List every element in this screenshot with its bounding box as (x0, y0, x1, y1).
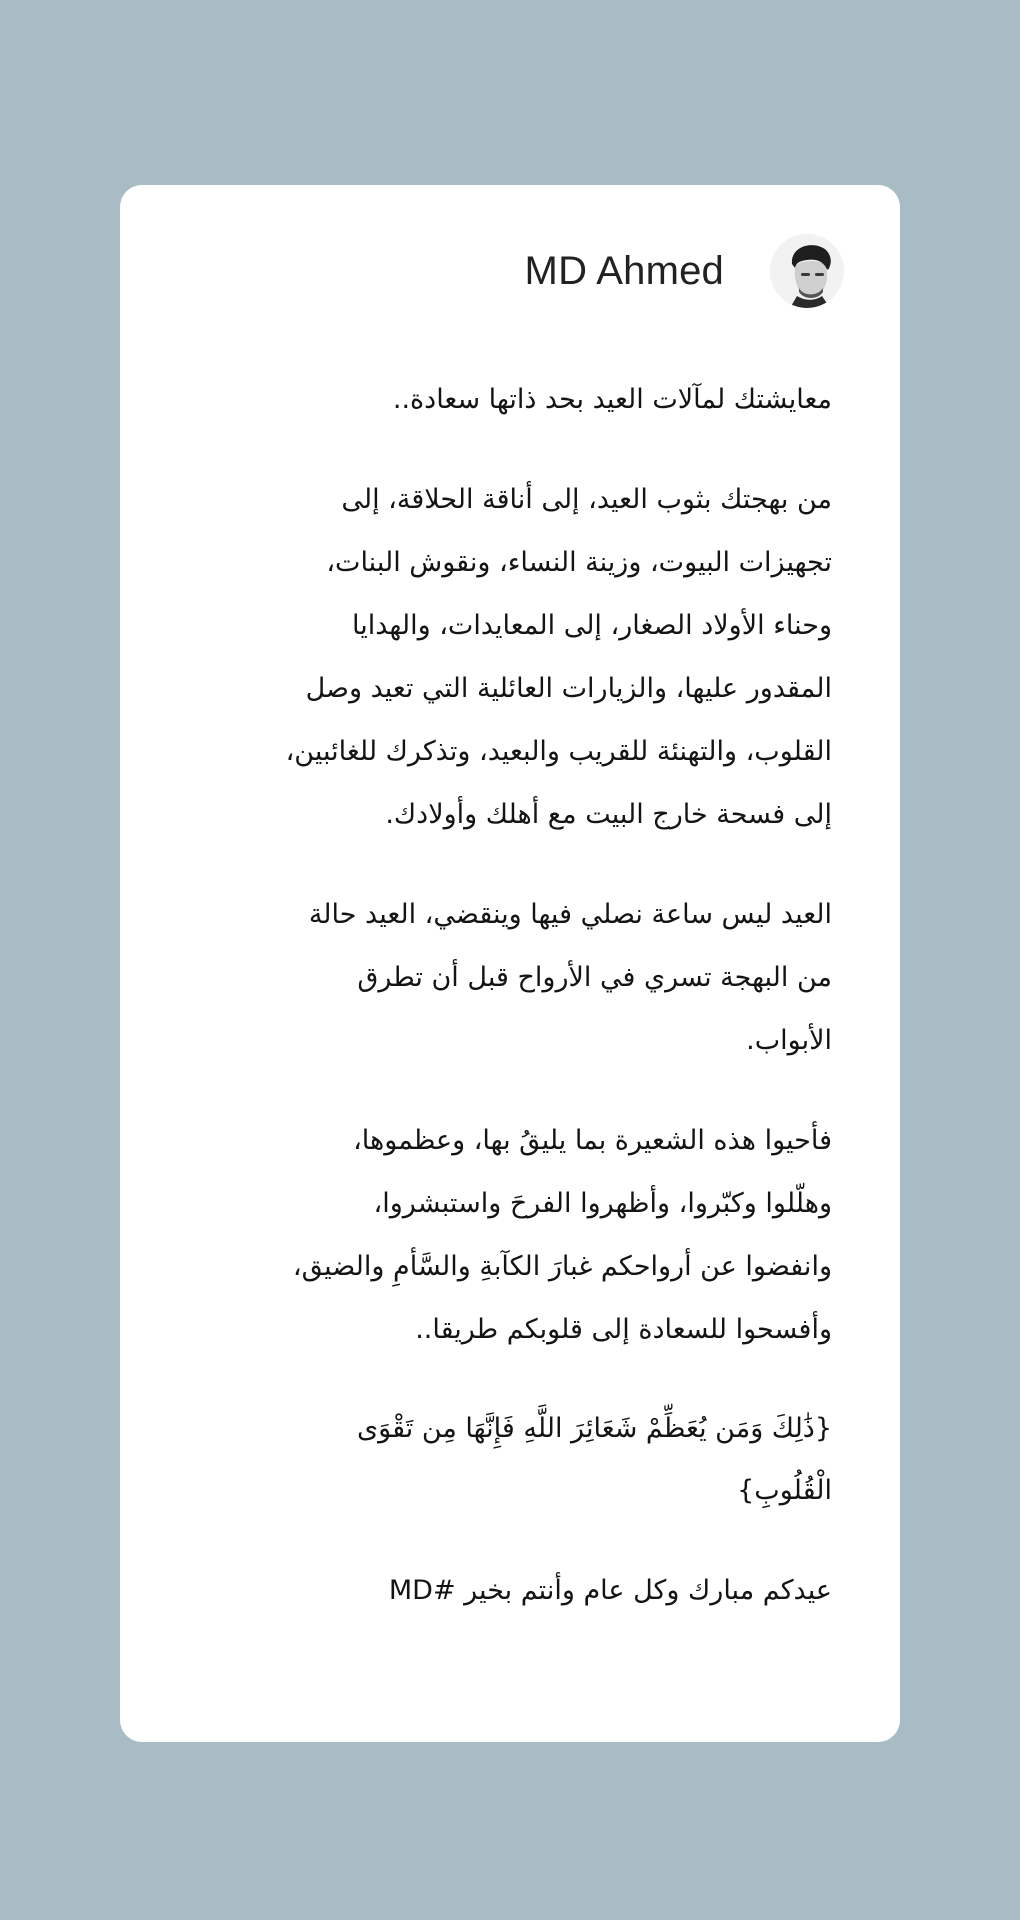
post-paragraph: العيد ليس ساعة نصلي فيها وينقضي، العيد حالة من البهجة تسري في الأرواح قبل أن تطرق الأبواب. (308, 899, 832, 1056)
post-paragraph: من بهجتك بثوب العيد، إلى أناقة الحلاقة، إلى تجهيزات البيوت، وزينة النساء، ونقوش البنات، وحناء الأولاد الصغار، إلى المعايدات، والهدايا المقدور عليها، والزيارات العائلية التي تعيد وصل القلوب، والتهنئة للقريب والبعيد، وتذكرك للغائبين، إلى فسحة خارج البيت مع أهلك وأولادك. (285, 484, 832, 830)
post-card (120, 185, 900, 1742)
post-header (525, 231, 844, 311)
quran-verse: {ذَٰلِكَ وَمَن يُعَظِّمْ شَعَائِرَ اللَّهِ فَإِنَّهَا مِن تَقْوَى الْقُلُوبِ} (357, 1413, 832, 1506)
post-closing-hashtag-line: عيدكم مبارك وكل عام وأنتم بخير #MD (388, 1575, 832, 1606)
author-name[interactable]: MD Ahmed (524, 248, 724, 293)
author-avatar[interactable] (770, 234, 844, 308)
man-portrait-avatar-icon (770, 234, 844, 308)
post-paragraph: فأحيوا هذه الشعيرة بما يليقُ بها، وعظموها، وهلّلوا وكبّروا، وأظهروا الفرحَ واستبشروا، وانفضوا عن أرواحكم غبارَ الكآبةِ والسَّأمِ والضيق، وأفسحوا للسعادة إلى قلوبكم طريقا.. (292, 1125, 832, 1345)
post-text (172, 368, 832, 1622)
post-paragraph: معايشتك لمآلات العيد بحد ذاتها سعادة.. (392, 384, 832, 415)
